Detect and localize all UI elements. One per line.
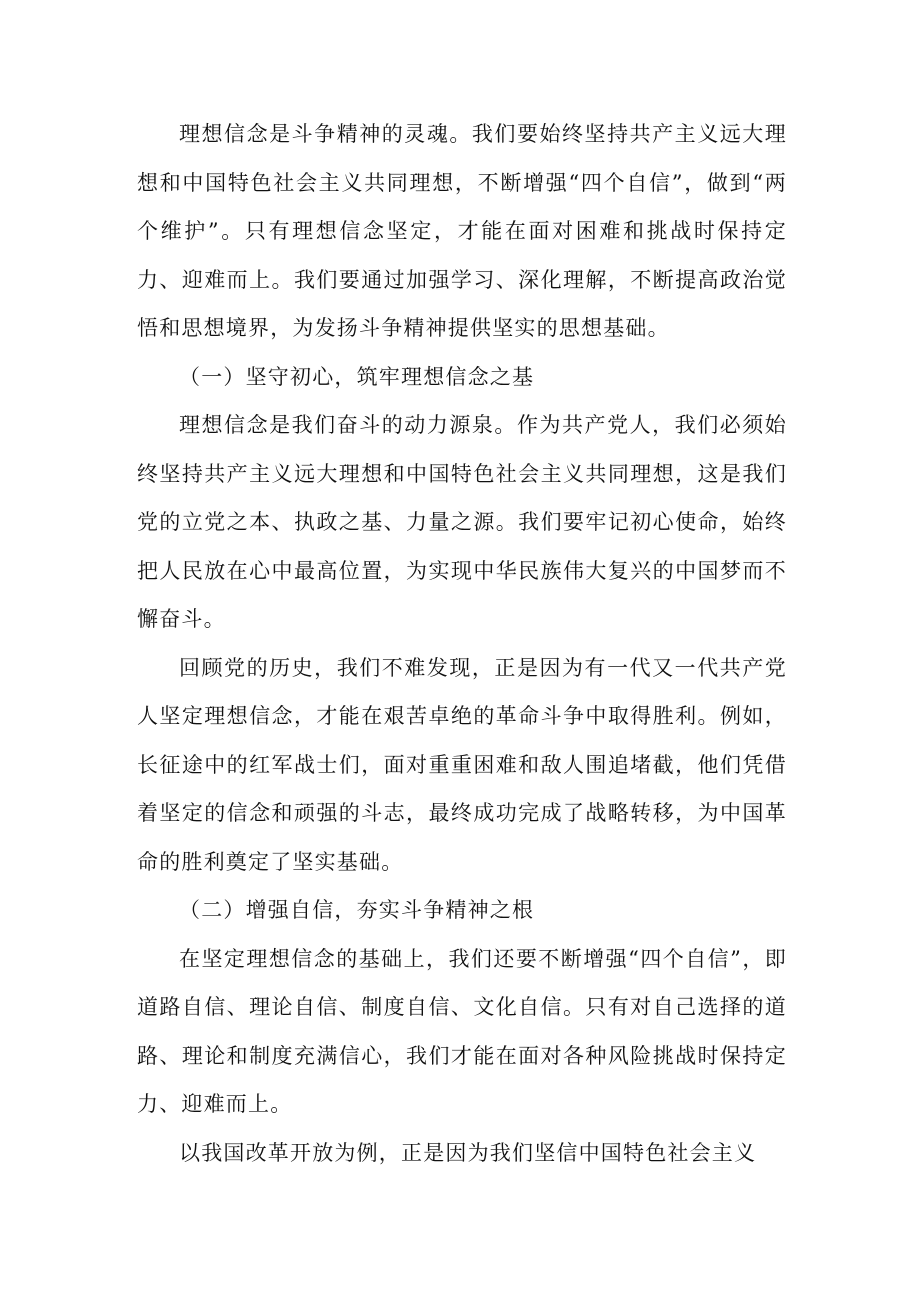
paragraph-four-confidences: 在坚定理想信念的基础上，我们还要不断增强“四个自信”，即道路自信、理论自信、制度自信、文化自信。只有对自己选择的道路、理论和制度充满信心，我们才能在面对各种风险挑战时保持定力、迎难而上。 [137,946,787,1116]
section-heading-1: （一）坚守初心，筑牢理想信念之基 [179,364,535,389]
section-heading-2: （二）增强自信，夯实斗争精神之根 [179,898,535,922]
paragraph-reform-example: 以我国改革开放为例，正是因为我们坚信中国特色社会主义 [179,1140,757,1165]
document-body [137,110,787,1177]
paragraph-motivation-source: 理想信念是我们奋斗的动力源泉。作为共产党人，我们必须始终坚持共产主义远大理想和中国特色社会主义共同理想，这是我们党的立党之本、执政之基、力量之源。我们要牢记初心使命，始终把人民放在心中最高位置，为实现中华民族伟大复兴的中国梦而不懈奋斗。 [137,413,787,631]
paragraph-ideals-soul: 理想信念是斗争精神的灵魂。我们要始终坚持共产主义远大理想和中国特色社会主义共同理想，不断增强“四个自信”，做到“两个维护”。只有理想信念坚定，才能在面对困难和挑战时保持定力、迎难而上。我们要通过加强学习、深化理解，不断提高政治觉悟和思想境界，为发扬斗争精神提供坚实的思想基础。 [137,122,787,340]
paragraph-party-history: 回顾党的历史，我们不难发现，正是因为有一代又一代共产党人坚定理想信念，才能在艰苦卓绝的革命斗争中取得胜利。例如，长征途中的红军战士们，面对重重困难和敌人围追堵截，他们凭借着坚定的信念和顽强的斗志，最终成功完成了战略转移，为中国革命的胜利奠定了坚实基础。 [137,655,787,874]
